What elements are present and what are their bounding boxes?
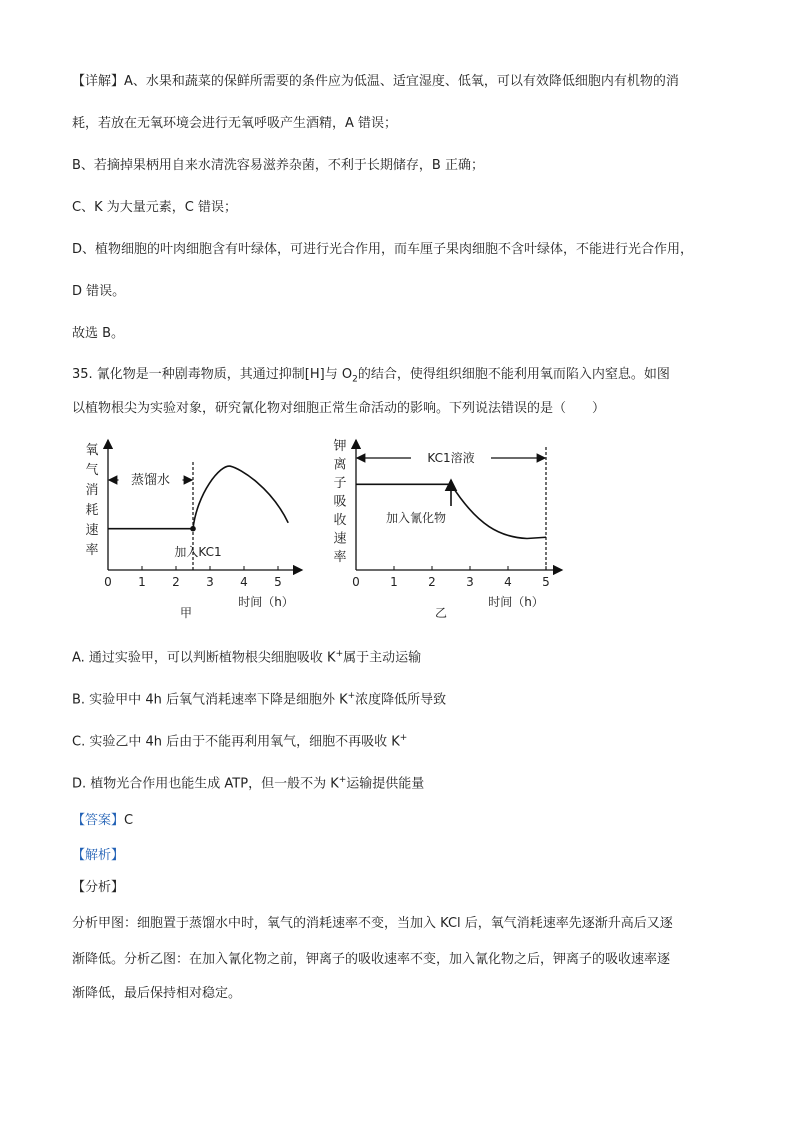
chart-jia-ylabel xyxy=(85,443,98,558)
yi-ylabel-char: 率 xyxy=(333,550,347,565)
analysis-line-2: 渐降低。分析乙图：在加入氰化物之前，钾离子的吸收速率不变，加入氰化物之后，钾离子的吸收速率逐 xyxy=(72,952,671,967)
answer-line xyxy=(72,811,133,831)
chart-jia-caption: 甲 xyxy=(179,606,193,620)
chart-yi-bracket-label: KC1溶液 xyxy=(427,451,475,465)
analysis-line-1: 分析甲图：细胞置于蒸馏水中时，氧气的消耗速率不变，当加入 KCl 后，氧气消耗速率先逐渐升高后又逐 xyxy=(72,916,673,931)
jia-ylabel-char: 耗 xyxy=(85,503,99,518)
jia-tick-label: 5 xyxy=(274,575,282,589)
chart-jia-xlabel: 时间（h） xyxy=(238,595,294,609)
question-stem-line-1 xyxy=(72,365,670,390)
chart-jia-bracket-label: 蒸馏水 xyxy=(130,473,171,488)
detail-paragraph-d-2: D 错误。 xyxy=(72,284,126,299)
analysis-subtitle: 【分析】 xyxy=(72,880,125,895)
option-d-sup: + xyxy=(338,775,347,785)
option-c xyxy=(72,728,407,752)
chart-jia xyxy=(80,432,320,622)
jia-ylabel-char: 气 xyxy=(85,463,99,478)
option-b-text-tail: 浓度降低所导致 xyxy=(355,692,447,708)
jia-tick-label: 0 xyxy=(104,575,112,589)
chart-yi-caption: 乙 xyxy=(434,606,448,620)
detail-conclusion: 故选 B。 xyxy=(72,326,125,341)
detail-paragraph-c: C、K 为大量元素，C 错误； xyxy=(72,200,237,215)
option-a-sup: + xyxy=(335,649,344,659)
detail-paragraph-d-1: D、植物细胞的叶肉细胞含有叶绿体，可进行光合作用，而车厘子果肉细胞不含叶绿体，不能进行光合作用， xyxy=(72,242,694,257)
yi-tick-label: 4 xyxy=(504,575,512,589)
option-d-text: D. 植物光合作用也能生成 ATP，但一般不为 K xyxy=(72,776,339,792)
option-c-text: C. 实验乙中 4h 后由于不能再利用氧气，细胞不再吸收 K xyxy=(72,734,400,750)
yi-ylabel-char: 速 xyxy=(333,531,347,547)
analysis-line-3: 渐降低，最后保持相对稳定。 xyxy=(72,986,242,1001)
yi-tick-label: 1 xyxy=(390,575,398,589)
jia-tick-label: 1 xyxy=(138,575,146,589)
option-d-text-tail: 运输提供能量 xyxy=(346,776,425,792)
yi-ylabel-char: 钾 xyxy=(333,439,347,454)
question-stem-part: 的结合，使得组织细胞不能利用氧而陷入内窒息。如图 xyxy=(357,367,670,382)
yi-ylabel-char: 离 xyxy=(333,457,347,473)
option-d xyxy=(72,770,424,794)
yi-tick-label: 2 xyxy=(428,575,436,589)
detail-paragraph-a-2: 耗，若放在无氧环境会进行无氧呼吸产生酒精，A 错误； xyxy=(72,116,398,131)
jia-ylabel-char: 率 xyxy=(85,543,99,558)
question-stem-part: 35. 氰化物是一种剧毒物质，其通过抑制[H]与 O xyxy=(72,367,353,382)
jia-ylabel-char: 速 xyxy=(85,523,99,538)
yi-tick-label: 5 xyxy=(542,575,550,589)
chart-jia-event-point xyxy=(190,526,196,532)
detail-paragraph-b: B、若摘掉果柄用自来水清洗容易滋养杂菌，不利于长期储存，B 正确； xyxy=(72,158,484,173)
option-b-sup: + xyxy=(347,691,356,701)
yi-ylabel-char: 子 xyxy=(333,476,347,491)
jia-tick-label: 3 xyxy=(206,575,214,589)
answer-value: C xyxy=(124,813,134,828)
jia-ylabel-char: 消 xyxy=(85,483,99,498)
analysis-title: 【解析】 xyxy=(72,848,125,863)
jia-tick-label: 4 xyxy=(240,575,248,589)
chart-yi-annotation: 加入氰化物 xyxy=(385,511,447,525)
option-b xyxy=(72,686,446,710)
jia-ylabel-char: 氧 xyxy=(85,443,99,458)
option-a xyxy=(72,644,421,668)
detail-paragraph-a-1: 【详解】A、水果和蔬菜的保鲜所需要的条件应为低温、适宜湿度、低氧，可以有效降低细胞内有机物的消 xyxy=(72,74,679,89)
question-subscript: 2 xyxy=(352,374,358,385)
option-c-sup: + xyxy=(399,733,408,743)
yi-ylabel-char: 吸 xyxy=(333,494,347,510)
yi-tick-label: 3 xyxy=(466,575,474,589)
yi-tick-label: 0 xyxy=(352,575,360,589)
chart-yi-ylabel xyxy=(333,439,346,565)
answer-tag: 【答案】 xyxy=(72,813,125,828)
jia-tick-label: 2 xyxy=(172,575,180,589)
option-a-text: A. 通过实验甲，可以判断植物根尖细胞吸收 K xyxy=(72,650,336,666)
option-a-text-tail: 属于主动运输 xyxy=(343,650,422,666)
yi-ylabel-char: 收 xyxy=(333,513,347,528)
chart-jia-annotation: 加入KC1 xyxy=(174,545,222,559)
option-b-text: B. 实验甲中 4h 后氧气消耗速率下降是细胞外 K xyxy=(72,692,348,708)
question-stem-line-2: 以植物根尖为实验对象，研究氰化物对细胞正常生命活动的影响。下列说法错误的是（ ） xyxy=(72,401,606,416)
chart-yi-xlabel: 时间（h） xyxy=(488,595,544,609)
chart-yi xyxy=(330,432,580,622)
